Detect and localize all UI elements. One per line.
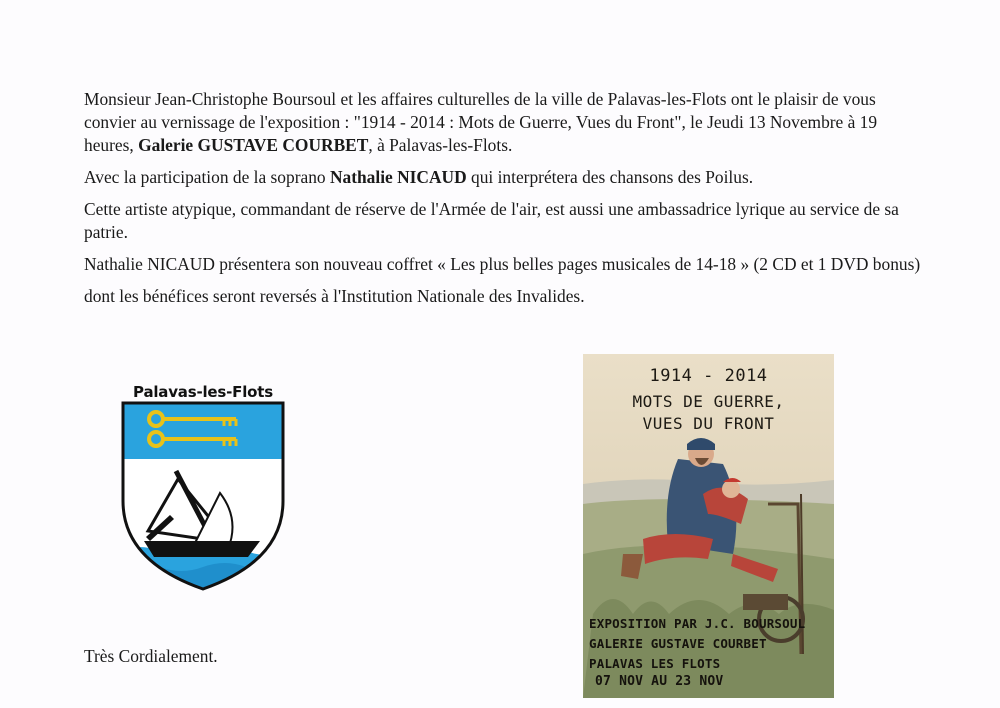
gallery-name: Galerie GUSTAVE COURBET	[138, 135, 369, 155]
poster-exhibitor: EXPOSITION PAR J.C. BOURSOUL	[589, 616, 806, 631]
paragraph-benefits: dont les bénéfices seront reversés à l'Institution Nationale des Invalides.	[84, 286, 585, 306]
crest-title: Palavas-les-Flots	[133, 383, 273, 401]
poster-title-line1: MOTS DE GUERRE,	[632, 392, 785, 411]
poster-dates: 07 NOV AU 23 NOV	[595, 674, 724, 689]
town-crest	[118, 383, 288, 593]
poster-title-line2: VUES DU FRONT	[642, 414, 775, 433]
closing-salutation: Très Cordialement.	[84, 646, 218, 666]
exhibition-poster	[583, 354, 834, 698]
poster-gallery: GALERIE GUSTAVE COURBET	[589, 636, 767, 651]
soprano-name: Nathalie NICAUD	[329, 167, 467, 187]
paragraph-invitation: Monsieur Jean-Christophe Boursoul et les affaires culturelles de la ville de Palavas-les-Flots ont le plaisir de vous convier au vernissage de l'exposition : "1914 - 2014 : Mots de Guerre, Vues du Front", le Jeudi 13 Novembre à 19 heures, Galerie GUSTAVE COURBET, à Palavas-les-Flots.	[84, 89, 878, 155]
poster-town: PALAVAS LES FLOTS	[589, 656, 721, 671]
coat-of-arms-image	[118, 401, 288, 593]
invitation-body	[84, 88, 924, 317]
paragraph-artist: Cette artiste atypique, commandant de réserve de l'Armée de l'air, est aussi une ambassadrice lyrique au service de sa patrie.	[84, 199, 899, 242]
poster-years: 1914 - 2014	[649, 366, 768, 386]
paragraph-coffret: Nathalie NICAUD présentera son nouveau coffret « Les plus belles pages musicales de 14-18 » (2 CD et 1 DVD bonus)	[84, 254, 921, 274]
paragraph-soprano: Avec la participation de la soprano Nathalie NICAUD qui interprétera des chansons des Poilus.	[84, 167, 754, 187]
